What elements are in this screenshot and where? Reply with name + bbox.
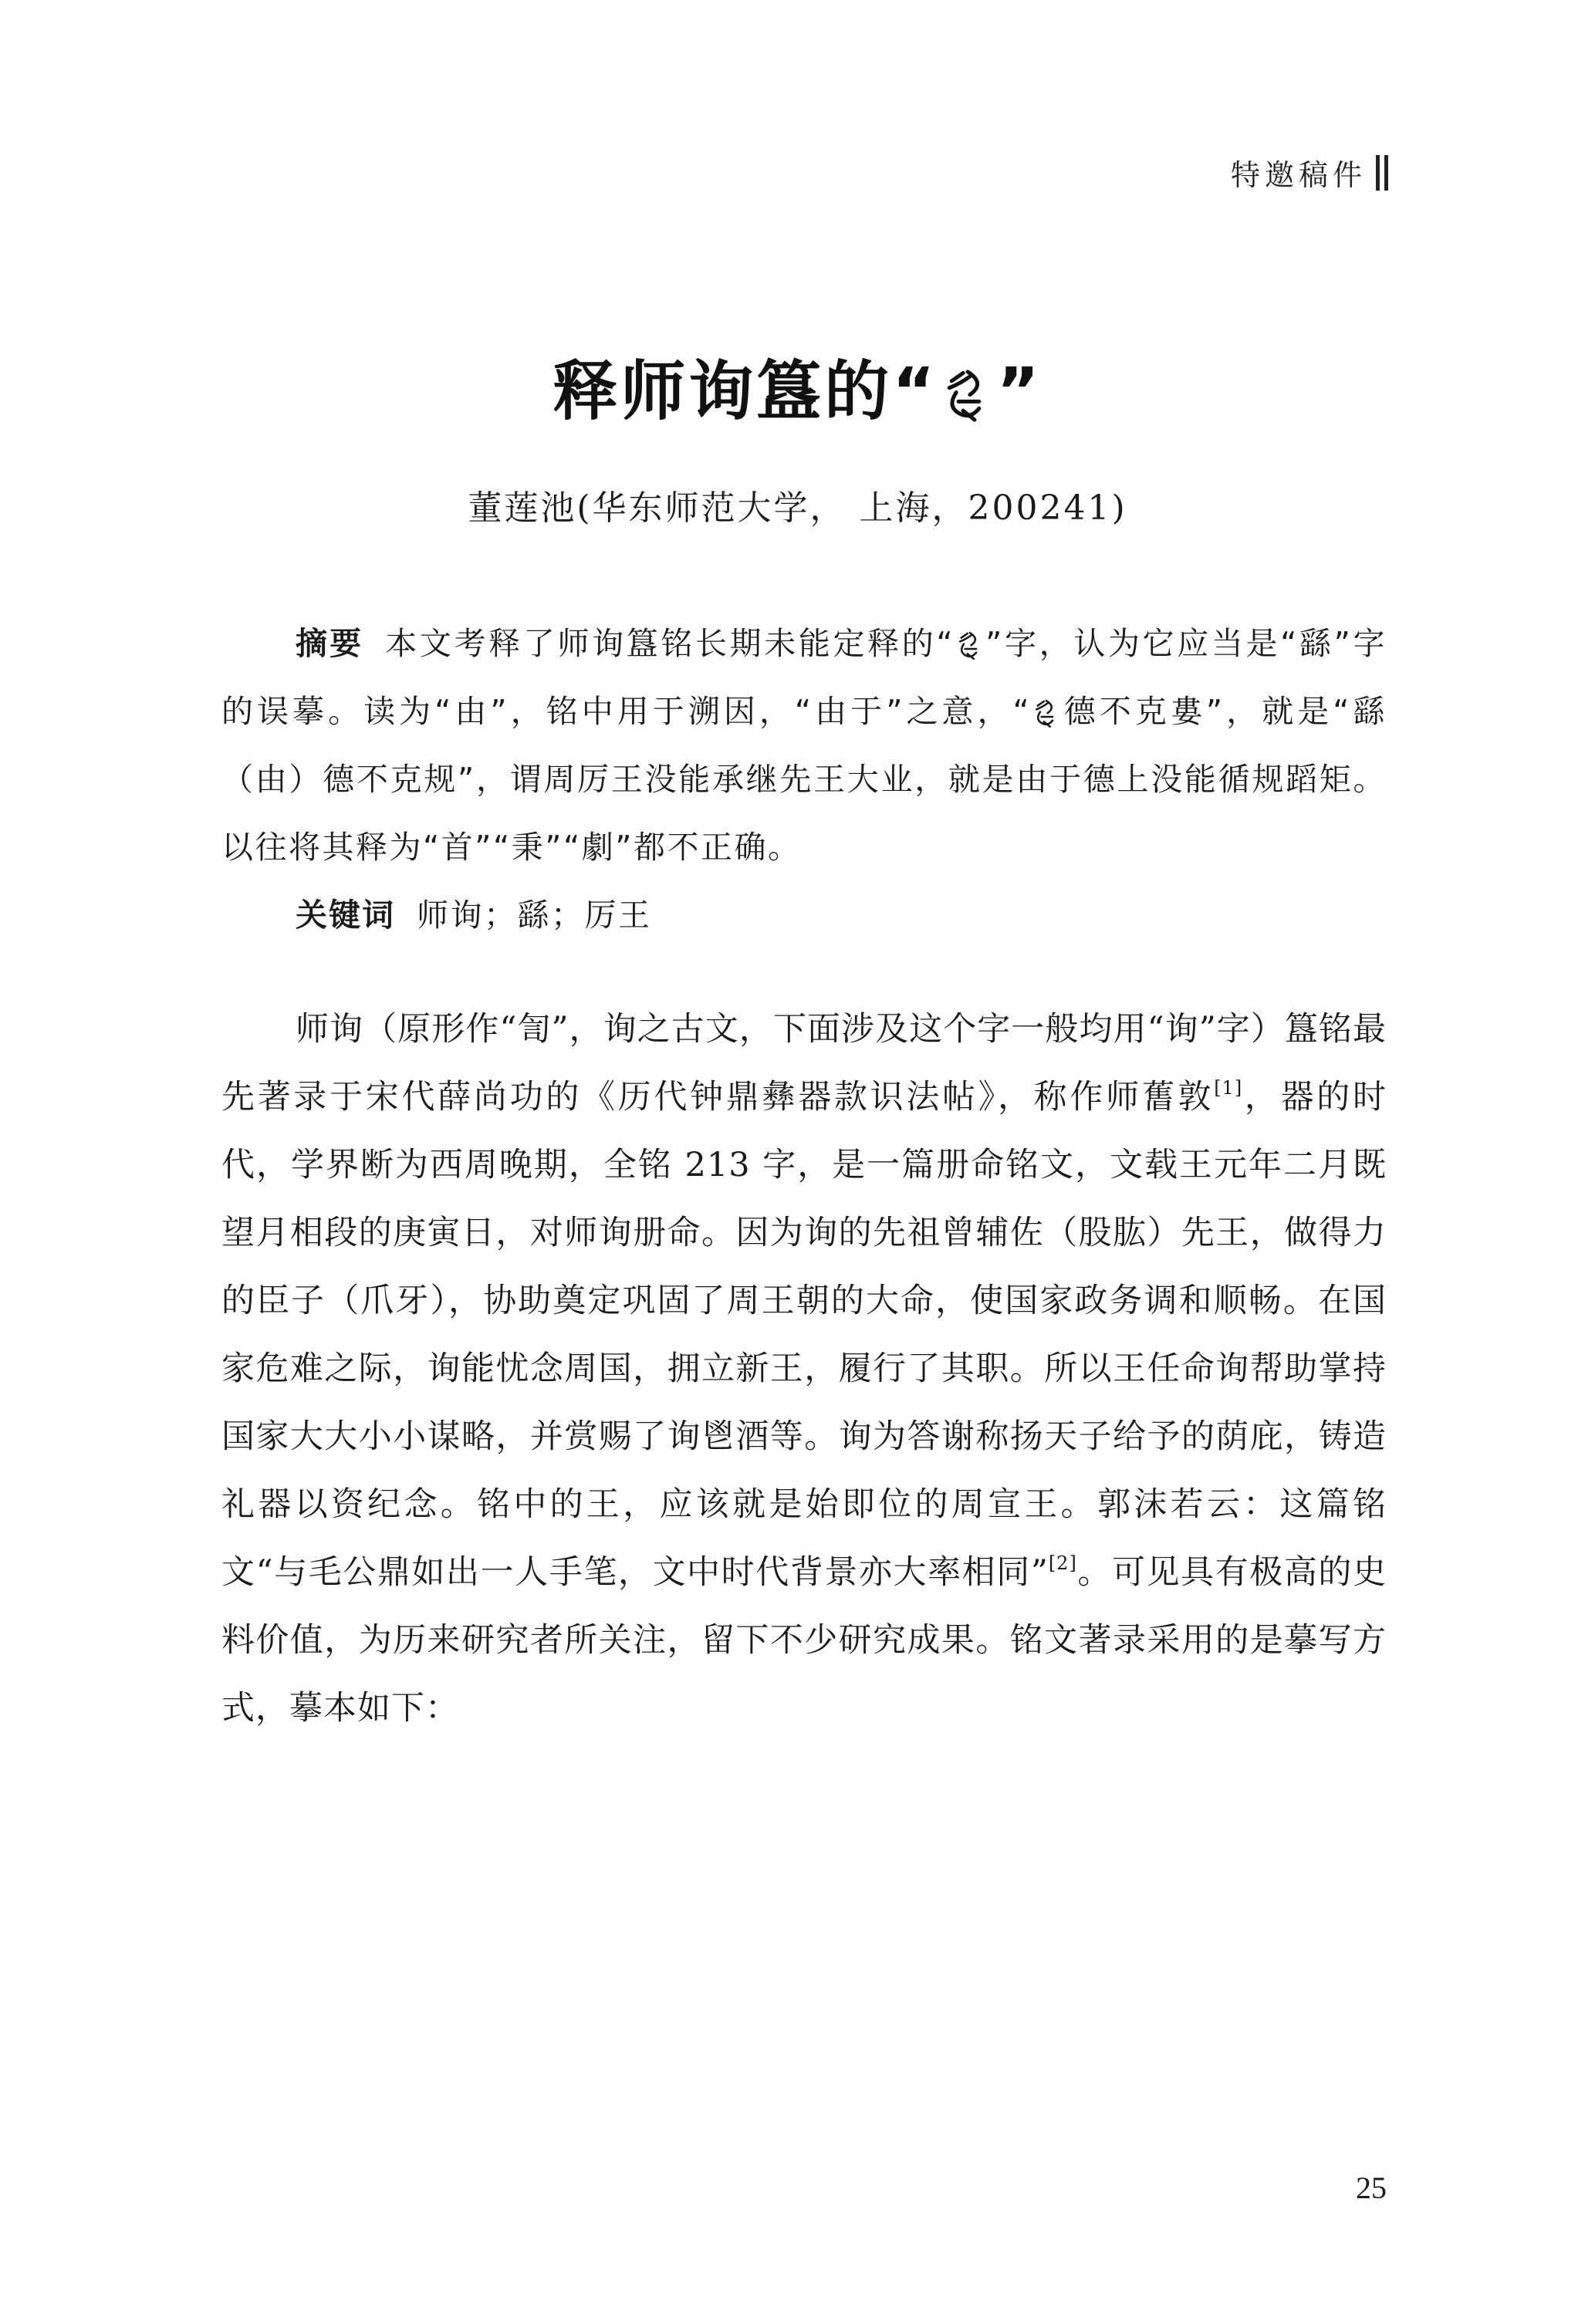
article-title [0,339,1595,433]
running-head-bar-icon [1376,155,1380,191]
reference-marker[interactable]: [2] [1048,1552,1077,1574]
abstract-block [221,610,1387,949]
title-prefix: 释师询簋的“ [553,353,938,429]
keywords-paragraph [221,881,1387,949]
keywords-text: 师询；繇；厉王 [417,897,652,934]
body-text-part2: ，器的时代，学界断为西周晚期，全铭 213 字，是一篇册命铭文，文载王元年二月既望月相段的庚寅日，对师询册命。因为询的先祖曾辅佐（股肱）先王，做得力的臣子（爪牙），协助奠定巩固了周王朝的大命，使国家政务调和顺畅。在国家危难之际，询能忧念周国，拥立新王，履行了其职。所以王任命询帮助掌持国家大大小小谋略，并赏赐了询鬯酒等。询为答谢称扬天子给予的荫庇，铸造礼器以资纪念。铭中的王，应该就是始即位的周宣王。郭沫若云：这篇铭文“与毛公鼎如出一人手笔，文中时代背景亦大率相同” [221,1078,1387,1592]
reference-marker[interactable]: [1] [1214,1077,1243,1099]
running-head-text: 特邀稿件 [1230,158,1367,192]
body-text-part1: 师询（原形作“訇”，询之古文，下面涉及这个字一般均用“询”字）簋铭最先著录于宋代薛尚功的《历代钟鼎彝器款识法帖》，称作师𦾔敦 [221,1010,1387,1116]
body-text [221,995,1387,1742]
body-paragraph [221,995,1387,1742]
inscription-glyph-icon [958,630,982,662]
abstract-label: 摘要 [296,625,364,662]
title-suffix: ” [996,353,1042,429]
page-number: 25 [1356,2170,1387,2205]
running-head [1231,151,1388,194]
inscription-glyph-icon [944,367,991,424]
abstract-text-part1: 本文考释了师询簋铭长期未能定释的“ [385,625,955,662]
inscription-glyph-icon [1034,698,1059,730]
abstract-paragraph [221,610,1387,881]
keywords-label: 关键词 [296,897,395,934]
author-line: 董莲池(华东师范大学， 上海，200241) [468,488,1127,528]
running-head-bar-icon [1384,155,1388,191]
body-text-part3: 。可见具有极高的史料价值，为历来研究者所关注，留下不少研究成果。铭文著录采用的是摹写方式，摹本如下： [221,1553,1387,1728]
abstract-text-part2: ”字，认为它应当是“繇”字的误摹。读为“由”，铭中用于溯因，“由于”之意，“ [221,625,1387,730]
abstract-text-part3: 德不克婁”，就是“繇（由）德不克规”，谓周厉王没能承继先王大业，就是由于德上没能循规蹈矩。以往将其释为“首”“秉”“劇”都不正确。 [221,693,1387,866]
